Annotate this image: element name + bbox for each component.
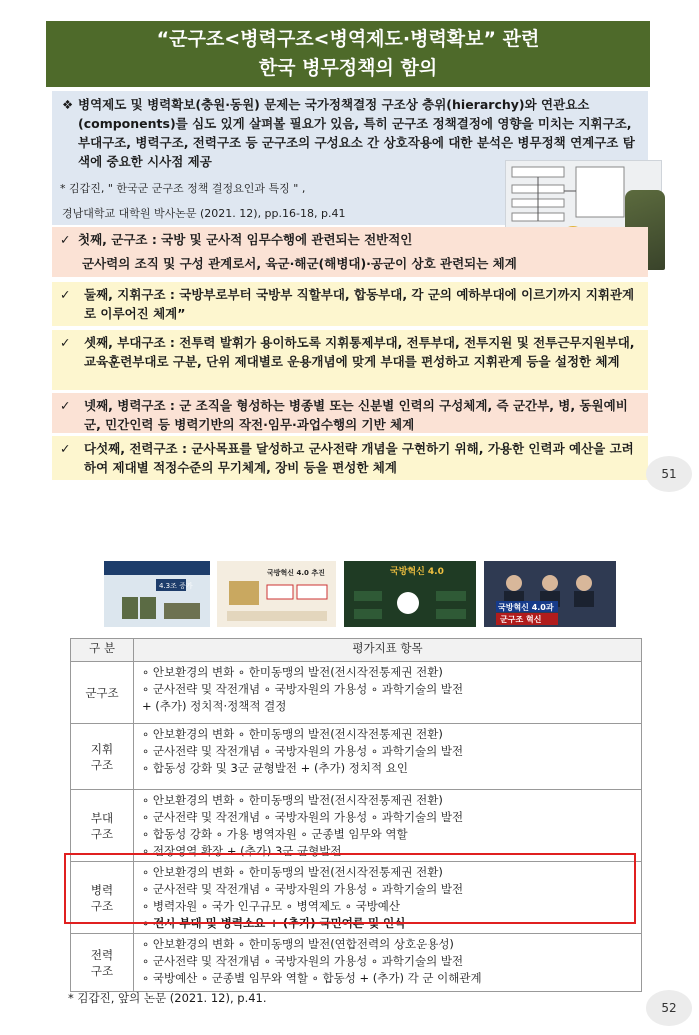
row-items: ∘ 안보환경의 변화 ∘ 한미동맹의 발전(전시작전통제권 전환) ∘ 군사전략 및 작전개념 ∘ 국방자원의 가용성 ∘ 과학기술의 발전 ∘ 합동성 강화 ∘ 가용 병역자원 ∘ 군종별 임무와 역할 ∘ 전장영역 확장 + (추가) 3군 균형발전 [134,790,642,862]
thumbnail-3 [344,561,476,627]
point-1-line-2: 군사력의 조직 및 구성 관계로서, 육군·해군(해병대)·공군이 상호 관련되는 체계 [82,256,517,271]
point-1-line-1: 첫째, 군구조 : 국방 및 군사적 임무수행에 관련되는 전반적인 [78,232,413,247]
diamond-bullet-icon: ❖ [62,97,74,112]
table-row [71,934,642,992]
row-items: ∘ 안보환경의 변화 ∘ 한미동맹의 발전(전시작전통제권 전환) ∘ 군사전략 및 작전개념 ∘ 국방자원의 가용성 ∘ 과학기술의 발전 ∘ 병력자원 ∘ 국가 인구규모 ∘ 병역제도 ∘ 국방예산 ∘ 전시 부대 및 병력소요 + (추가) 국민여론 및 인식 [134,862,642,934]
page-number-top: 51 [646,456,692,492]
evaluation-table [70,638,642,992]
check-icon: ✓ [60,335,71,350]
point-2-text: 둘째, 지휘구조 : 국방부로부터 국방부 직할부대, 합동부대, 각 군의 예하부대에 이르기까지 지휘관계로 이루어진 체계” [84,287,635,321]
row-category: 지휘 구조 [71,724,134,790]
page-title [46,21,650,87]
citation-line-2: 경남대학교 대학원 박사논문 (2021. 12), pp.16-18, p.41 [62,207,346,220]
footnote: * 김갑진, 앞의 논문 (2021. 12), p.41. [68,991,267,1005]
table-row [71,790,642,862]
header-category: 구 분 [71,639,134,662]
thumbnail-2 [217,561,336,627]
intro-text: 병역제도 및 병력확보(충원·동원) 문제는 국가정책결정 구조상 층위(hierarchy)와 연관요소(components)를 심도 있게 살펴볼 필요가 있음, 특히 군구조 정책결정에 영향을 미치는 지휘구조, 부대구조, 병력구조, 전력구조 등 군구조의 구성요소 간 상호작용에 대한 분석은 병무정책 연계구조 탐색에 중요한 시사점 제공 [78,97,635,169]
check-icon: ✓ [60,232,71,247]
title-line-1: “군구조<병력구조<병역제도·병력확보” 관련 [156,28,540,50]
thumbnail-4-title: 국방혁신 4.0과 [498,603,554,612]
header-items: 평가지표 항목 [134,639,642,662]
table-row [71,724,642,790]
point-5 [52,436,648,480]
thumbnail-2-title: 국방혁신 4.0 추진 [267,569,325,577]
check-icon: ✓ [60,287,71,302]
thumbnail-4-sub: 군구조 혁신 [500,615,542,624]
thumbnail-1-label: 4.3조 증가 [159,582,193,590]
page-number-bottom: 52 [646,990,692,1026]
point-4-text: 넷째, 병력구조 : 군 조직을 형성하는 병종별 또는 신분별 인력의 구성체계, 즉 군간부, 병, 동원예비군, 민간인력 등 병력기반의 작전·임무·과업수행의 기반 체계 [84,398,628,432]
point-3-text: 셋째, 부대구조 : 전투력 발휘가 용이하도록 지휘통제부대, 전투부대, 전투지원 및 전투근무지원부대, 교육훈련부대로 구분, 단위 제대별로 운용개념에 맞게 부대를 편성하고 지휘관계 등을 설정한 체계 [84,335,635,369]
point-2 [52,282,648,326]
check-icon: ✓ [60,398,71,413]
point-3 [52,330,648,390]
thumbnail-3-title: 국방혁신 4.0 [390,567,444,577]
table-row [71,662,642,724]
point-4 [52,393,648,433]
row-items: ∘ 안보환경의 변화 ∘ 한미동맹의 발전(연합전력의 상호운용성) ∘ 군사전략 및 작전개념 ∘ 국방자원의 가용성 ∘ 과학기술의 발전 ∘ 국방예산 ∘ 군종별 임무와 역할 ∘ 합동성 + (추가) 각 군 이해관계 [134,934,642,992]
row-category: 군구조 [71,662,134,724]
thumbnail-4 [484,561,616,627]
point-1 [52,227,648,277]
title-line-2: 한국 병무정책의 함의 [258,57,438,79]
citation-line-1: * 김갑진, " 한국군 군구조 정책 결정요인과 특징 " , [60,182,306,195]
thumbnail-1 [104,561,210,627]
row-items: ∘ 안보환경의 변화 ∘ 한미동맹의 발전(전시작전통제권 전환) ∘ 군사전략 및 작전개념 ∘ 국방자원의 가용성 ∘ 과학기술의 발전 ∘ 합동성 강화 및 3군 균형발전 + (추가) 정치적 요인 [134,724,642,790]
row-category: 병력 구조 [71,862,134,934]
citation [60,176,480,226]
check-icon: ✓ [60,441,71,456]
row-items: ∘ 안보환경의 변화 ∘ 한미동맹의 발전(전시작전통제권 전환) ∘ 군사전략 및 작전개념 ∘ 국방자원의 가용성 ∘ 과학기술의 발전 + (추가) 정치적·정책적 결정 [134,662,642,724]
table-header [71,639,642,662]
point-5-text: 다섯째, 전력구조 : 군사목표를 달성하고 군사전략 개념을 구현하기 위해, 가용한 인력과 예산을 고려하여 제대별 적정수준의 무기체계, 장비 등을 편성한 체계 [84,441,634,475]
highlight-box [64,853,636,924]
row-category: 부대 구조 [71,790,134,862]
row-category: 전력 구조 [71,934,134,992]
